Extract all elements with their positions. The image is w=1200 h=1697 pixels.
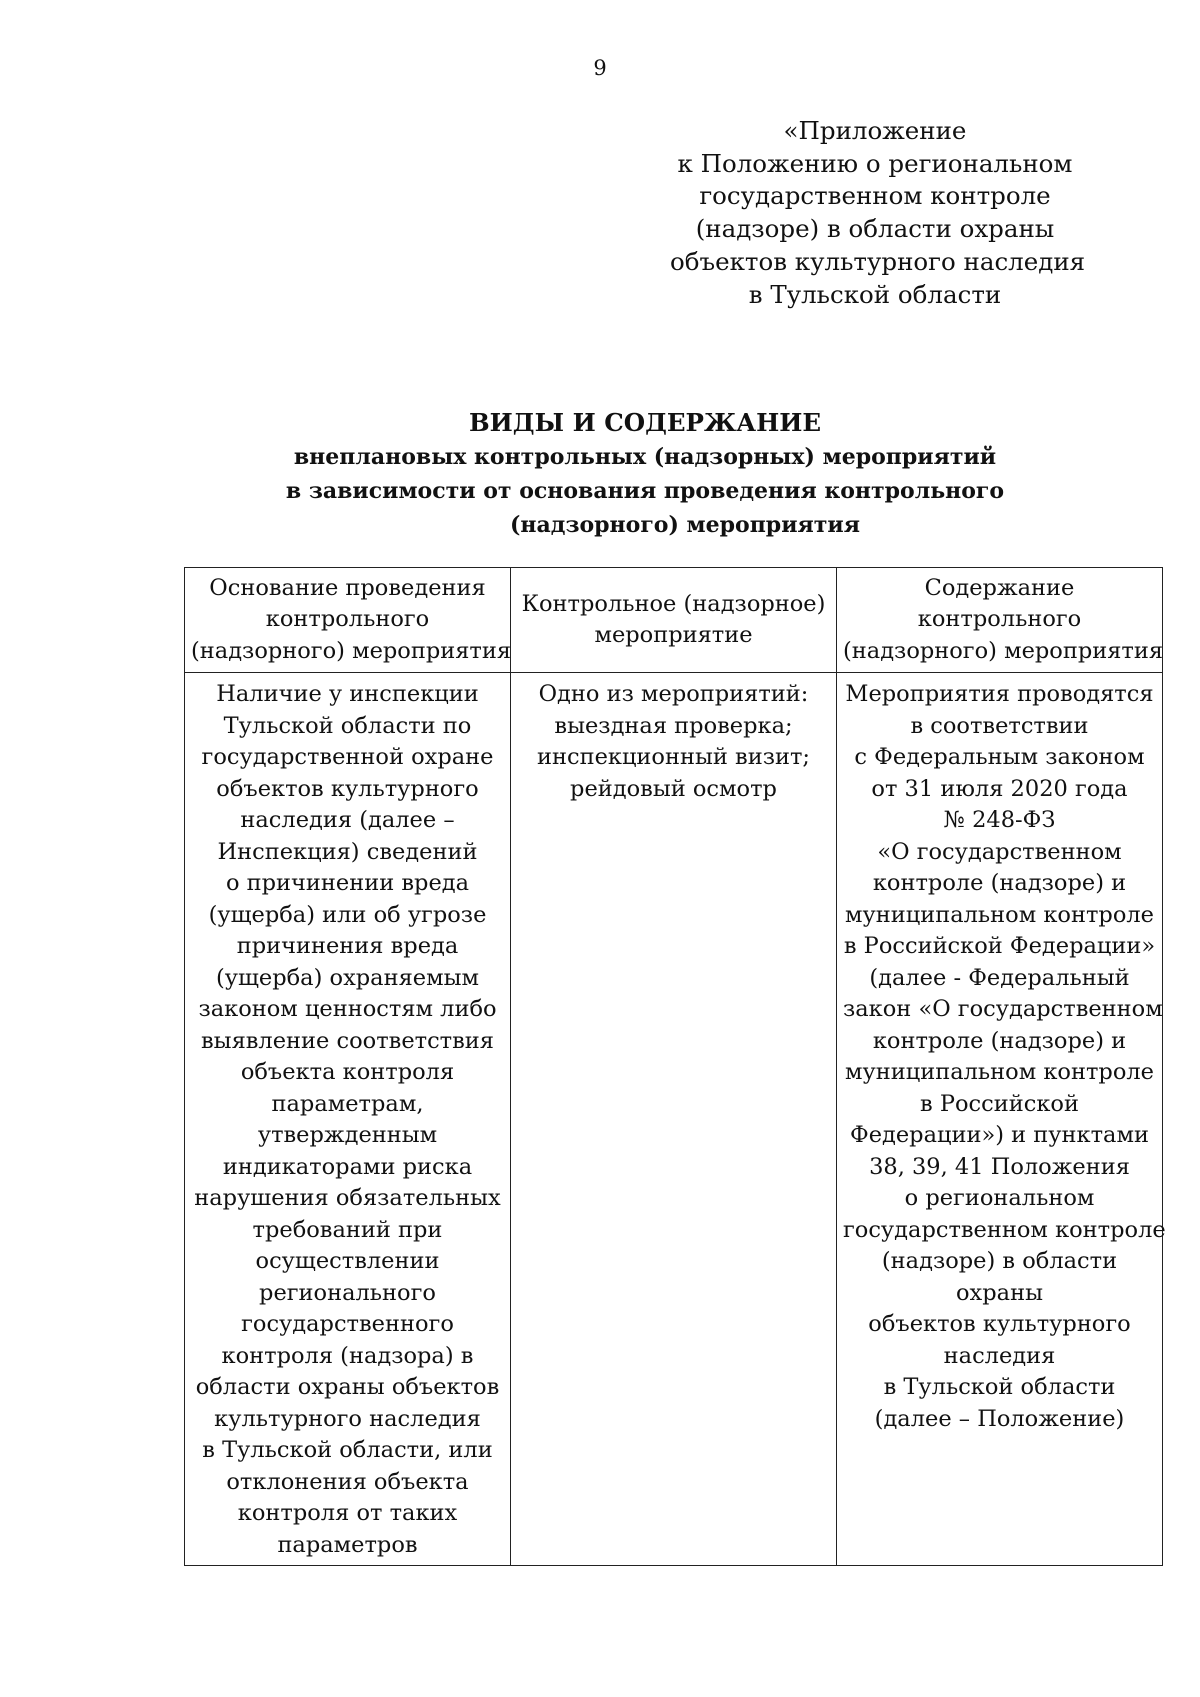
cell-line: причинения вреда — [236, 933, 459, 959]
cell-event — [511, 673, 837, 1566]
cell-line: о причинении вреда — [225, 870, 470, 896]
cell-line: государственного — [241, 1311, 454, 1337]
header-line: (надзорного) мероприятия — [191, 637, 512, 664]
title-main: ВИДЫ И СОДЕРЖАНИЕ — [468, 408, 822, 437]
cell-line: законом ценностям либо — [198, 996, 497, 1022]
title-subline: внеплановых контрольных (надзорных) мероприятий — [293, 444, 997, 470]
cell-line: Мероприятия проводятся — [845, 681, 1154, 707]
appendix-line: в Тульской области — [748, 279, 1002, 309]
cell-line: Федерации») и пунктами — [850, 1122, 1149, 1148]
cell-line: государственной охране — [201, 744, 494, 770]
cell-line: (далее - Федеральный — [869, 964, 1130, 991]
cell-line: Одно из мероприятий: — [538, 681, 809, 707]
header-event — [511, 568, 837, 673]
appendix-line: объектов культурного наследия — [670, 246, 1086, 276]
cell-line: области охраны объектов — [195, 1374, 500, 1400]
cell-line: культурного наследия — [214, 1405, 481, 1432]
cell-line: (ущерба) или об угрозе — [208, 901, 487, 928]
cell-line: о региональном — [904, 1185, 1095, 1211]
header-line: Основание проведения — [209, 574, 486, 601]
appendix-line: государственном контроле — [699, 181, 1051, 211]
cell-line: (надзоре) в области — [881, 1248, 1118, 1274]
cell-line: в Тульской области, или — [202, 1437, 493, 1463]
cell-line: 38, 39, 41 Положения — [869, 1153, 1130, 1180]
cell-line: муниципальном контроле — [845, 1059, 1154, 1085]
cell-line: наследия (далее – — [240, 807, 455, 833]
cell-line: нарушения обязательных — [194, 1185, 501, 1211]
cell-line: № 248-ФЗ — [943, 807, 1056, 833]
cell-line: требований при — [252, 1216, 443, 1243]
header-line: (надзорного) мероприятия — [843, 637, 1164, 664]
document-title — [0, 406, 1200, 542]
cell-line: Инспекция) сведений — [217, 838, 478, 865]
cell-line: (ущерба) охраняемым — [215, 964, 479, 991]
table-header-row — [185, 568, 1163, 673]
appendix-line: «Приложение — [783, 116, 967, 145]
cell-line: утвержденным — [257, 1122, 438, 1148]
header-line: Контрольное (надзорное) — [521, 590, 826, 617]
cell-basis — [185, 673, 511, 1566]
cell-line: отклонения объекта — [226, 1468, 469, 1495]
header-line: контрольного — [917, 606, 1082, 633]
cell-line: индикаторами риска — [222, 1153, 473, 1180]
cell-line: с Федеральным законом — [854, 744, 1145, 770]
cell-line: выездная проверка; — [554, 712, 793, 739]
appendix-line: (надзоре) в области охраны — [695, 214, 1055, 244]
measures-table — [184, 567, 1166, 1566]
cell-line: закон «О государственном — [843, 996, 1163, 1022]
cell-line: выявление соответствия — [201, 1027, 494, 1054]
cell-line: в Тульской области — [883, 1374, 1116, 1400]
title-subline: в зависимости от основания проведения контрольного — [285, 478, 1005, 504]
table-row — [185, 673, 1163, 1566]
cell-line: в Российской Федерации» — [843, 933, 1156, 959]
cell-line: в Российской — [920, 1090, 1079, 1117]
cell-content — [837, 673, 1166, 1566]
cell-line: муниципальном контроле — [845, 901, 1154, 928]
cell-line: контроле (надзоре) и — [872, 1027, 1127, 1054]
cell-line: осуществлении — [255, 1248, 440, 1274]
appendix-header — [670, 115, 1086, 311]
title-subline: (надзорного) мероприятия — [510, 512, 860, 538]
cell-line: контроле (надзоре) и — [872, 870, 1127, 896]
cell-line: охраны — [956, 1279, 1043, 1306]
cell-line: государственном контроле — [843, 1216, 1166, 1243]
cell-line: объектов культурного — [868, 1311, 1131, 1337]
cell-line: от 31 июля 2020 года — [871, 775, 1128, 802]
cell-line: Тульской области по — [223, 712, 472, 739]
cell-line: инспекционный визит; — [537, 744, 810, 770]
cell-line: объектов культурного — [216, 775, 479, 802]
header-basis — [185, 568, 511, 673]
cell-line: (далее – Положение) — [874, 1405, 1125, 1432]
cell-line: регионального — [259, 1279, 436, 1306]
cell-line: параметрам, — [271, 1090, 424, 1117]
cell-line: «О государственном — [877, 838, 1122, 865]
cell-line: контроля от таких — [237, 1500, 458, 1526]
cell-line: параметров — [277, 1531, 418, 1558]
header-line: мероприятие — [594, 622, 753, 648]
header-line: контрольного — [265, 606, 430, 633]
appendix-line: к Положению о региональном — [677, 148, 1073, 178]
cell-line: рейдовый осмотр — [570, 775, 777, 802]
page-number: 9 — [593, 56, 607, 80]
cell-line: в соответствии — [910, 712, 1089, 739]
cell-line: наследия — [943, 1342, 1056, 1369]
cell-line: объекта контроля — [240, 1059, 455, 1085]
header-line: Содержание — [924, 574, 1075, 601]
cell-line: Наличие у инспекции — [216, 681, 479, 707]
header-content — [837, 568, 1163, 673]
cell-line: контроля (надзора) в — [221, 1342, 474, 1369]
